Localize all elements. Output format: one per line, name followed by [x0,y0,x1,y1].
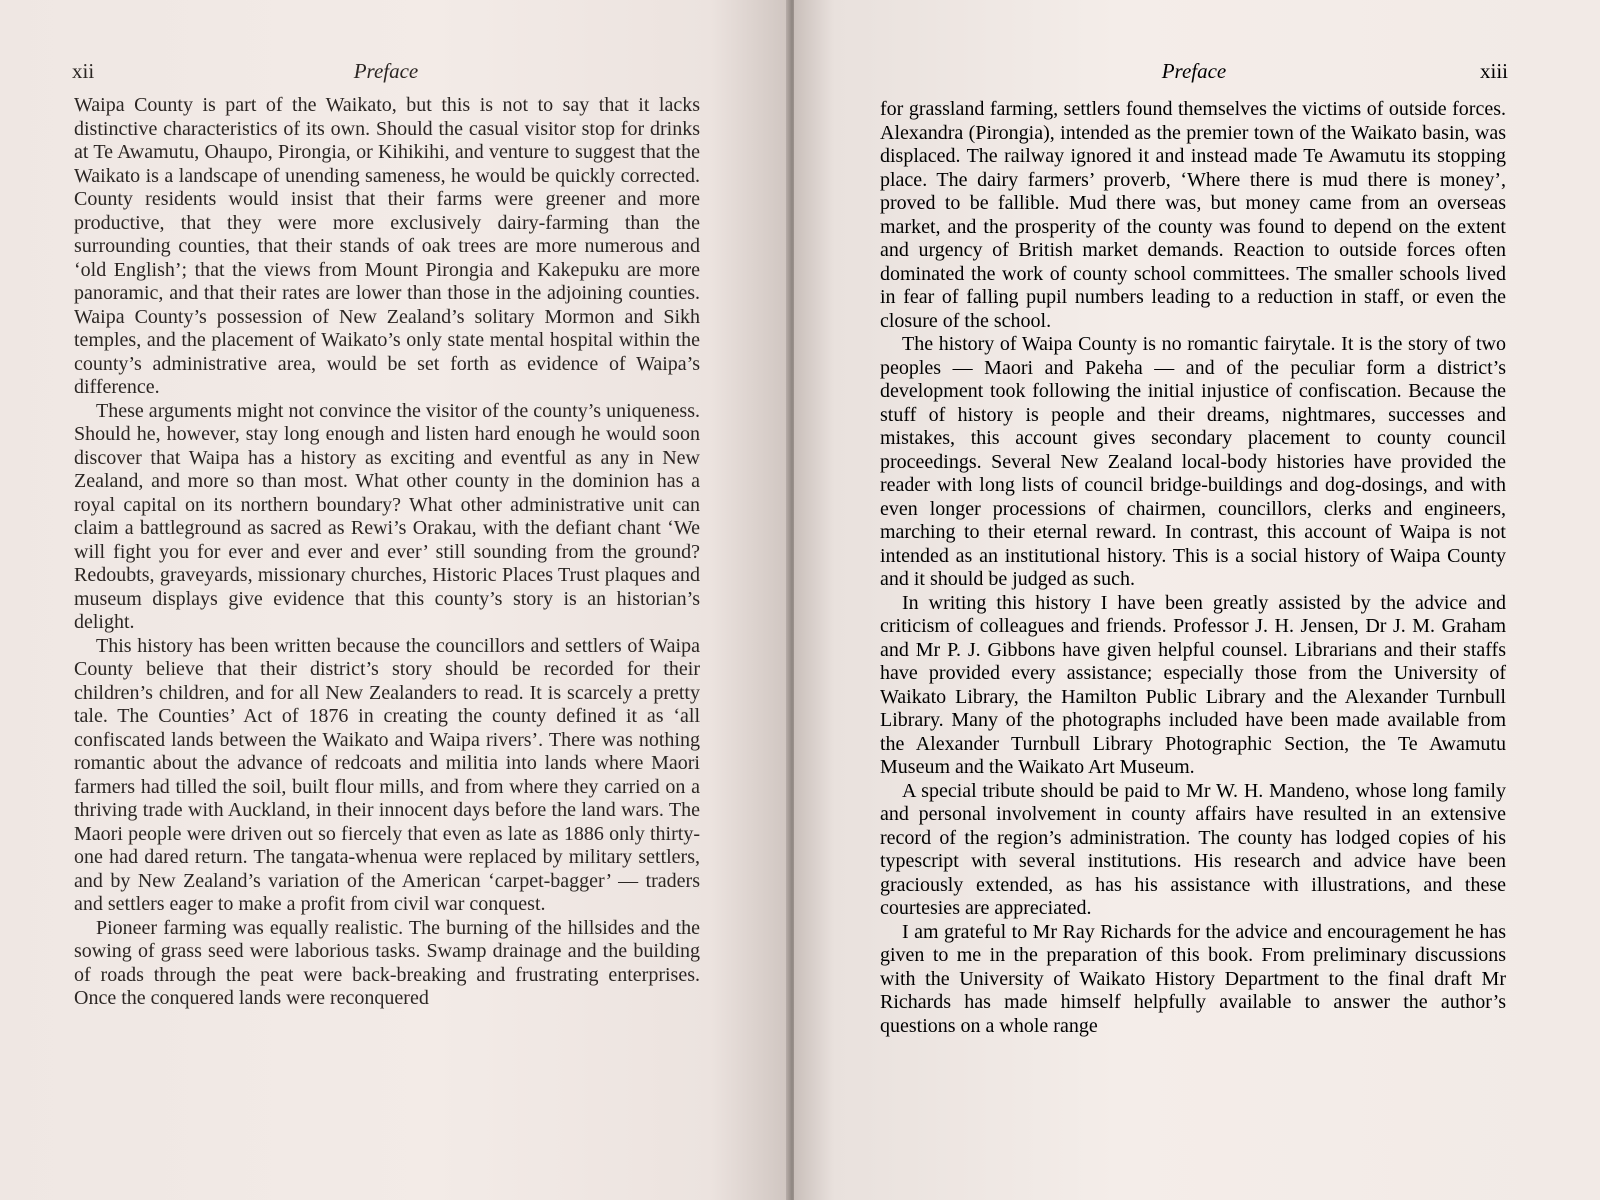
paragraph: In writing this history I have been greatly assisted by the advice and criticism of colleagues and friends. Professor J. H. Jensen, Dr J. M. Graham and Mr P. J. Gibbons have given helpful counsel. Librarians and their staffs have provided every assistance; especially those from the University of Waikato Library, the Hamilton Public Library and the Alexander Turnbull Library. Many of the photographs included have been made available from the Alexander Turnbull Library Photographic Section, the Te Awamutu Museum and the Waikato Art Museum. [880,591,1506,778]
paragraph: These arguments might not convince the visitor of the county’s uniqueness. Should he, however, stay long enough and listen hard enough he would soon discover that Waipa has a history as exciting and eventful as any in New Zealand, and more so than most. What other county in the dominion has a royal capital on its northern boundary? What other administrative unit can claim a battleground as sacred as Rewi’s Orakau, with the defiant chant ‘We will fight you for ever and ever and ever’ still sounding from the ground? Redoubts, graveyards, missionary churches, Historic Places Trust plaques and museum displays give evidence that this county’s story is an historian’s delight. [74,399,700,633]
running-title: Preface [1161,59,1227,83]
paragraph: Pioneer farming was equally realistic. The burning of the hillsides and the sowing of grass seed were laborious tasks. Swamp drainage and the building of roads through the peat were back-breaking and frustrating enterprises. Once the conquered lands were reconquered [74,916,700,1009]
right-page-body [880,98,1506,1038]
page-number: xii [72,59,95,83]
paragraph: A special tribute should be paid to Mr W. H. Mandeno, whose long family and personal involvement in county affairs have resulted in an extensive record of the region’s administration. The county has lodged copies of his typescript with several institutions. His research and advice have been graciously extended, as has his assistance with illustrations, and these courtesies are appreciated. [880,779,1506,919]
right-page-header [880,56,1508,86]
paragraph: for grassland farming, settlers found themselves the victims of outside forces. Alexandra (Pirongia), intended as the premier town of the Waikato basin, was displaced. The railway ignored it and instead made Te Awamutu its stopping place. The dairy farmers’ proverb, ‘Where there is mud there is money’, proved to be fallible. Mud there was, but money came from an overseas market, and the prosperity of the county was found to depend on the extent and urgency of British market demands. Reaction to outside forces often dominated the work of county school committees. The smaller schools lived in fear of falling pupil numbers leading to a reduction in staff, or even the closure of the school. [880,98,1506,332]
paragraph: This history has been written because the councillors and settlers of Waipa County believe that their district’s story should be recorded for their children’s children, and for all New Zealanders to read. It is scarcely a pretty tale. The Counties’ Act of 1876 in creating the county defined it as ‘all confiscated lands between the Waikato and Waipa rivers’. There was nothing romantic about the advance of redcoats and militia into lands where Maori farmers had tilled the soil, built flour mills, and from where they carried on a thriving trade with Auckland, in their innocent days before the land wars. The Maori people were driven out so fiercely that even as late as 1886 only thirty-one had dared return. The tangata-whenua were replaced by military settlers, and by New Zealand’s variation of the American ‘carpet-bagger’ — traders and settlers eager to make a profit from civil war conquest. [74,634,700,915]
paragraph: Waipa County is part of the Waikato, but this is not to say that it lacks distinctive characteristics of its own. Should the casual visitor stop for drinks at Te Awamutu, Ohaupo, Pirongia, or Kihikihi, and venture to suggest that the Waikato is a landscape of unending sameness, he would be quickly corrected. County residents would insist that their farms were greener and more productive, that they were more exclusively dairy-farming than the surrounding counties, that their stands of oak trees are more numerous and ‘old English’; that the views from Mount Pirongia and Kakepuku are more panoramic, and that their rates are lower than those in the adjoining counties. Waipa County’s possession of New Zealand’s solitary Mormon and Sikh temples, and the placement of Waikato’s only state mental hospital within the county’s administrative area, would be set forth as evidence of Waipa’s difference. [74,94,700,398]
left-page-header [72,56,700,86]
left-page [0,0,790,1200]
running-title: Preface [353,59,419,83]
left-page-body [74,94,700,1011]
page-number: xiii [1479,59,1508,83]
paragraph: I am grateful to Mr Ray Richards for the advice and encouragement he has given to me in the preparation of this book. From preliminary discussions with the University of Waikato History Department to the final draft Mr Richards has made himself helpfully available to answer the author’s questions on a whole range [880,920,1506,1037]
paragraph: The history of Waipa County is no romantic fairytale. It is the story of two peoples — Maori and Pakeha — and of the peculiar form a district’s development took following the initial injustice of confiscation. Because the stuff of history is people and their dreams, nightmares, successes and mistakes, this account gives secondary placement to county council proceedings. Several New Zealand local-body histories have provided the reader with long lists of council bridge-buildings and dog-dosings, and with even longer processions of chairmen, councillors, clerks and engineers, marching to their eternal reward. In contrast, this account of Waipa is not intended as an institutional history. This is a social history of Waipa County and it should be judged as such. [880,333,1506,590]
